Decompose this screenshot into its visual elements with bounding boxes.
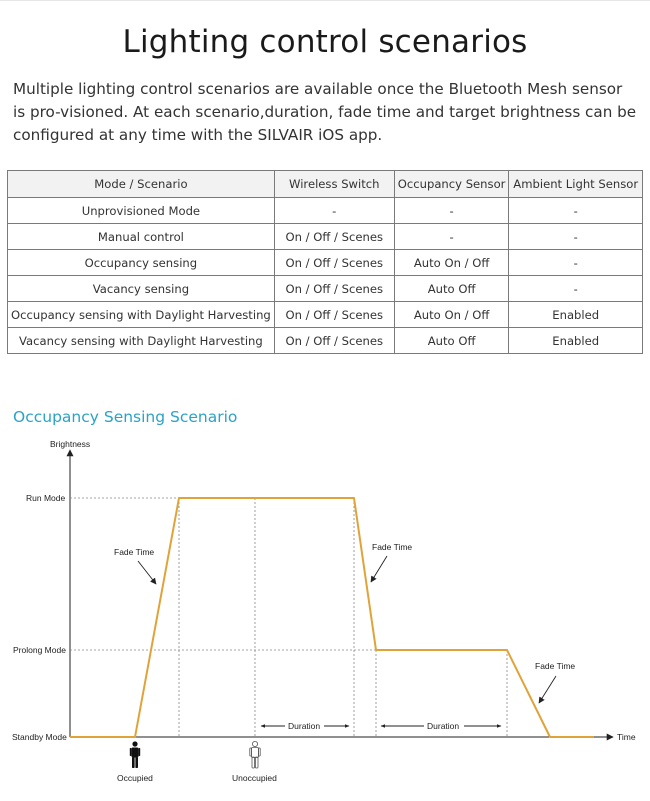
cell-occupancy-sensor: Auto On / Off: [394, 250, 509, 276]
cell-occupancy-sensor: -: [394, 224, 509, 250]
brightness-curve: [70, 498, 594, 737]
x-axis-label: Time: [617, 732, 636, 742]
cell-ambient-light-sensor: Enabled: [509, 328, 643, 354]
cell-occupancy-sensor: Auto On / Off: [394, 302, 509, 328]
cell-ambient-light-sensor: -: [509, 250, 643, 276]
fade-time-label: Fade Time: [535, 661, 576, 671]
cell-mode: Vacancy sensing: [8, 276, 275, 302]
cell-mode: Vacancy sensing with Daylight Harvesting: [8, 328, 275, 354]
fade-time-arrow: [138, 561, 156, 584]
cell-ambient-light-sensor: -: [509, 276, 643, 302]
cell-wireless-switch: On / Off / Scenes: [274, 328, 394, 354]
table-row: [8, 224, 643, 250]
cell-wireless-switch: On / Off / Scenes: [274, 302, 394, 328]
cell-ambient-light-sensor: -: [509, 224, 643, 250]
page-title: Lighting control scenarios: [122, 24, 528, 60]
occupied-label: Occupied: [117, 773, 153, 783]
table-row: [8, 302, 643, 328]
column-header-occupancy-sensor: Occupancy Sensor: [394, 171, 509, 198]
duration-label: Duration: [427, 721, 460, 731]
cell-occupancy-sensor: Auto Off: [394, 328, 509, 354]
cell-mode: Occupancy sensing with Daylight Harvesting: [8, 302, 275, 328]
cell-mode: Occupancy sensing: [8, 250, 275, 276]
duration-label: Duration: [288, 721, 321, 731]
cell-mode: Unprovisioned Mode: [8, 198, 275, 224]
cell-mode: Manual control: [8, 224, 275, 250]
table-row: [8, 328, 643, 354]
cell-occupancy-sensor: -: [394, 198, 509, 224]
cell-ambient-light-sensor: -: [509, 198, 643, 224]
diagram-title: Occupancy Sensing Scenario: [13, 408, 238, 426]
scenario-table: [7, 170, 643, 354]
column-header-mode: Mode / Scenario: [8, 171, 275, 198]
cell-occupancy-sensor: Auto Off: [394, 276, 509, 302]
unoccupied-label: Unoccupied: [232, 773, 277, 783]
cell-wireless-switch: On / Off / Scenes: [274, 250, 394, 276]
unoccupied-person-icon: [250, 741, 260, 768]
cell-ambient-light-sensor: Enabled: [509, 302, 643, 328]
table-row: [8, 198, 643, 224]
standby-mode-label: Standby Mode: [12, 732, 67, 742]
fade-time-label: Fade Time: [372, 542, 413, 552]
column-header-wireless-switch: Wireless Switch: [274, 171, 394, 198]
cell-wireless-switch: -: [274, 198, 394, 224]
prolong-mode-label: Prolong Mode: [13, 645, 66, 655]
table-row: [8, 250, 643, 276]
cell-wireless-switch: On / Off / Scenes: [274, 224, 394, 250]
table-row: [8, 276, 643, 302]
occupancy-scenario-diagram: [0, 432, 650, 801]
intro-paragraph: Multiple lighting control scenarios are available once the Bluetooth Mesh sensor is pro-visioned. At each scenario,duration, fade time and target brightness can be configured at any time with the SILVAIR iOS app.: [13, 80, 637, 144]
fade-time-arrow: [539, 676, 556, 703]
occupied-person-icon: [130, 741, 140, 768]
fade-time-label: Fade Time: [114, 547, 155, 557]
run-mode-label: Run Mode: [26, 493, 66, 503]
y-axis-label: Brightness: [50, 439, 91, 449]
fade-time-arrow: [371, 556, 387, 582]
cell-wireless-switch: On / Off / Scenes: [274, 276, 394, 302]
table-header-row: [8, 171, 643, 198]
column-header-ambient-light-sensor: Ambient Light Sensor: [509, 171, 643, 198]
top-divider: [0, 0, 650, 1]
